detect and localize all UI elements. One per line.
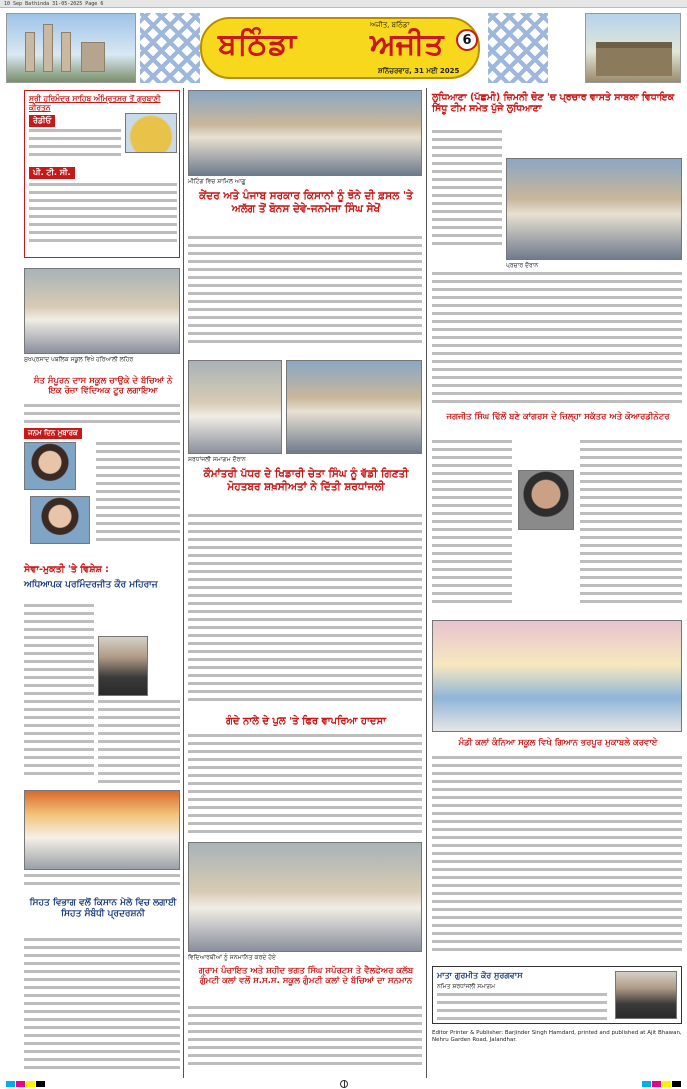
retirement-kicker: ਸੇਵਾ-ਮੁਕਤੀ 'ਤੇ ਵਿਸ਼ੇਸ਼ : <box>24 564 109 575</box>
column-rule <box>426 88 427 1078</box>
school-honour-headline: ਗ੍ਰਾਮ ਪੰਚਾਇਤ ਅਤੇ ਸ਼ਹੀਦ ਭਗਤ ਸਿੰਘ ਸਪੋਰਟਸ ਤੇ ਵੈਲਫੇਅਰ ਕਲੱਬ ਗੁੰਮਟੀ ਕਲਾਂ ਵਲੋਂ ਸ.ਸ.ਸ. ਸਕੂਲ ਗੁੰਮਟੀ ਕਲਾਂ ਦੇ ਬੱਚਿਆਂ ਦਾ ਸਨਮਾਨ <box>198 966 414 987</box>
farmers-story-text <box>188 236 422 354</box>
congress-leader-photo <box>518 470 574 530</box>
farmers-bonus-headline: ਕੇਂਦਰ ਅਤੇ ਪੰਜਾਬ ਸਰਕਾਰ ਕਿਸਾਨਾਂ ਨੂੰ ਝੋਨੇ ਦੀ ਫ਼ਸਲ 'ਤੇ ਅਲੱਗ ਤੋਂ ਬੋਨਸ ਦੇਵੇ-ਜਨਮੇਜਾ ਸਿੰਘ ਸੇਖੋਂ <box>199 190 413 215</box>
masthead-pattern <box>140 13 200 83</box>
congress-story-col2 <box>580 440 682 610</box>
retirement-story-col1 <box>24 604 94 784</box>
obituary-subline: ਨਮਿਤ ਸ਼ਰਧਾਂਜਲੀ ਸਮਾਗਮ <box>437 983 496 990</box>
ludhiana-headline: ਲੁਧਿਆਣਾ (ਪੱਛਮੀ) ਜ਼ਿਮਨੀ ਚੋਣ 'ਚ ਪ੍ਰਚਾਰ ਵਾਸਤੇ ਸਾਬਕਾ ਵਿਧਾਇਕ ਸਿੱਧੂ ਟੀਮ ਸਮੇਤ ਪੁੱਜੇ ਲੁਧਿਆਣਾ <box>432 92 675 115</box>
health-story-text <box>24 938 180 1076</box>
masthead-paper-name: ਅਜੀਤ, ਬਠਿੰਡਾ <box>370 21 410 29</box>
farmers-meeting-photo <box>188 90 422 176</box>
school-photo-caption: ਵਿਦਿਆਰਥੀਆਂ ਨੂੰ ਸਨਮਾਨਿਤ ਕਰਦੇ ਹੋਏ <box>188 954 276 961</box>
health-exhibition-photo <box>24 790 180 870</box>
masthead <box>0 9 687 85</box>
masthead-date: ਸ਼ਨਿੱਚਰਵਾਰ, 31 ਮਈ 2025 <box>378 67 460 75</box>
column-rule <box>183 88 184 1078</box>
golden-temple-photo <box>125 113 177 153</box>
ludhiana-story-col1 <box>432 130 502 250</box>
masthead-photo-fort <box>585 13 681 83</box>
obituary-headline: ਮਾਤਾ ਗੁਰਮੀਤ ਕੌਰ ਸੁਰਗਵਾਸ <box>437 971 523 980</box>
health-photo-caption <box>24 874 180 892</box>
masthead-title-box <box>200 17 480 79</box>
tribute-photo-caption: ਸ਼ਰਧਾਂਜਲੀ ਸਮਾਗਮ ਦੌਰਾਨ <box>188 456 246 463</box>
print-imprint: Editor Printer & Publisher: Barjinder Singh Hamdard, printed and published at Ajit Bhawan, Nehru Garden Road, Jalandhar. <box>432 1030 682 1043</box>
ludhiana-campaign-photo <box>506 158 682 260</box>
page-number: 6 <box>456 29 478 51</box>
print-slug: 10 Sep Bathinda 31-05-2025 Page 6 <box>0 0 687 8</box>
masthead-photo-power-plant <box>6 13 136 83</box>
congress-story-col1 <box>432 440 512 610</box>
ptc-timings-text <box>29 183 177 253</box>
arts-competition-photo <box>432 620 682 732</box>
gurbani-timing-box <box>24 90 180 258</box>
tour-headline: ਸੰਤ ਸੰਪੂਰਨ ਦਾਸ ਸਕੂਲ ਚਾਉਕੇ ਦੇ ਬੱਚਿਆਂ ਨੇ ਇਕ ਰੋਜ਼ਾ ਵਿੱਦਿਅਕ ਟੂਰ ਲਗਾਇਆ <box>33 376 173 397</box>
tour-group-photo <box>24 268 180 354</box>
cmyk-bar-icon <box>6 1081 45 1087</box>
tour-photo-caption: ਸੁਖਪ੍ਰਸਾਦ ਪਬਲਿਕ ਸਕੂਲ ਵਿਖੇ ਹਰਿਆਲੀ ਲਹਿਰ <box>24 356 134 363</box>
registration-mark-icon <box>340 1080 348 1088</box>
teacher-portrait <box>98 636 148 696</box>
obituary-box <box>432 966 682 1024</box>
tribute-speaker-photo <box>188 360 282 454</box>
obituary-portrait <box>615 971 677 1019</box>
masthead-pattern <box>488 13 548 83</box>
retirement-headline: ਅਧਿਆਪਕ ਪਰਮਿੰਦਰਜੀਤ ਕੌਰ ਮਹਿਰਾਜ <box>24 580 158 590</box>
school-story-text <box>188 1006 422 1076</box>
health-headline: ਸਿਹਤ ਵਿਭਾਗ ਵਲੋਂ ਕਿਸਾਨ ਮੇਲੇ ਵਿਚ ਲਗਾਈ ਸਿਹਤ ਸੰਬੰਧੀ ਪ੍ਰਦਰਸ਼ਨੀ <box>29 898 177 919</box>
print-registration-strip <box>0 1079 687 1089</box>
tribute-story-text <box>188 514 422 714</box>
radio-tag: ਰੇਡੀਓ <box>29 115 55 127</box>
tour-story-text <box>24 404 180 424</box>
tribute-audience-photo <box>286 360 422 454</box>
retirement-story-col2 <box>98 700 180 786</box>
radio-timings-text <box>29 129 121 161</box>
farmers-photo-caption: ਮੀਟਿੰਗ ਵਿਚ ਸ਼ਾਮਿਲ ਆਗੂ <box>188 178 246 185</box>
birthday-twins-photo <box>30 496 90 544</box>
accident-headline: ਗੰਦੇ ਨਾਲੇ ਦੇ ਪੁਲ 'ਤੇ ਫਿਰ ਵਾਪਰਿਆ ਹਾਦਸਾ <box>225 716 387 727</box>
birthday-child-photo <box>24 442 76 490</box>
obituary-text <box>437 993 607 1021</box>
accident-story-text <box>188 734 422 838</box>
cmyk-bar-icon <box>642 1081 681 1087</box>
arts-story-text <box>432 756 682 960</box>
tribute-headline: ਕੌਮਾਂਤਰੀ ਪੱਧਰ ਦੇ ਖਿਡਾਰੀ ਚੇਤਾ ਸਿੰਘ ਨੂੰ ਵੱਡੀ ਗਿਣਤੀ ਮੋਹਤਬਰ ਸ਼ਖ਼ਸੀਅਤਾਂ ਨੇ ਦਿੱਤੀ ਸ਼ਰਧਾਂਜਲੀ <box>203 468 409 493</box>
arts-competition-headline: ਮੰਡੀ ਕਲਾਂ ਕੰਨਿਆ ਸਕੂਲ ਵਿਖੇ ਗਿਆਨ ਭਰਪੂਰ ਮੁਕਾਬਲੇ ਕਰਵਾਏ <box>458 738 658 748</box>
masthead-title-left: ਬਠਿੰਡਾ <box>218 27 298 62</box>
ptc-tag: ਪੀ. ਟੀ. ਸੀ. <box>29 167 75 179</box>
masthead-title-right: ਅਜੀਤ <box>370 27 444 62</box>
ludhiana-photo-caption: ਪ੍ਰਚਾਰ ਦੌਰਾਨ <box>506 262 539 269</box>
gurbani-box-title: ਸ੍ਰੀ ਹਰਿਮੰਦਰ ਸਾਹਿਬ ਅੰਮ੍ਰਿਤਸਰ ਤੋਂ ਗੁਰਬਾਣੀ ਕੀਰਤਨ <box>29 94 161 112</box>
congress-secretary-headline: ਜਗਜੀਤ ਸਿੰਘ ਢਿੱਲੋਂ ਬਣੇ ਕਾਂਗਰਸ ਦੇ ਜ਼ਿਲ੍ਹਾ ਸਕੱਤਰ ਅਤੇ ਕੋਆਰਡੀਨੇਟਰ <box>446 412 670 422</box>
birthday-text <box>96 442 180 552</box>
school-honour-photo <box>188 842 422 952</box>
birthday-tag: ਜਨਮ ਦਿਨ ਮੁਬਾਰਕ <box>24 428 82 439</box>
ludhiana-story-text <box>432 272 682 406</box>
